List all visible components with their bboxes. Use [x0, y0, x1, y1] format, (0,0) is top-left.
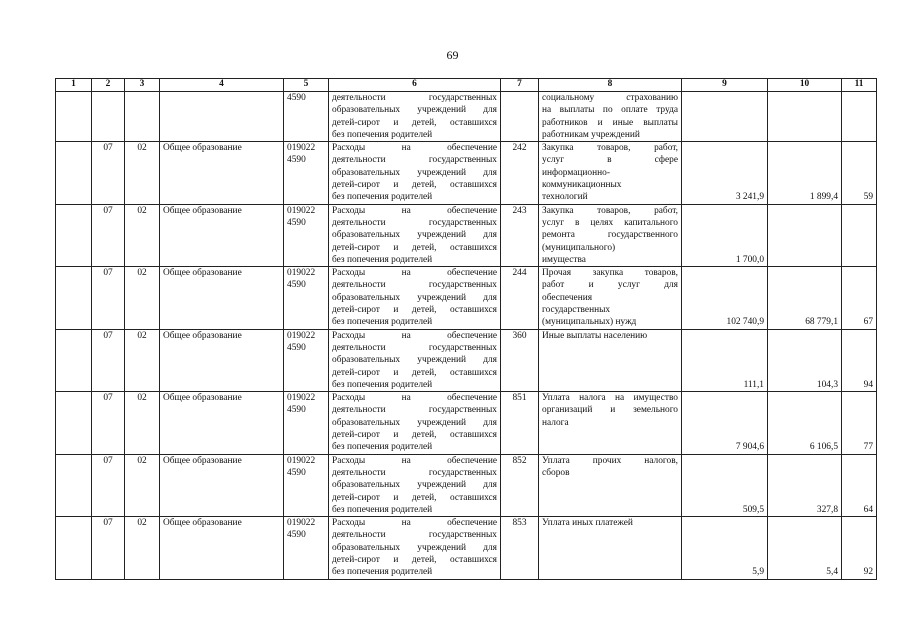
cell-target-code: 4590 — [284, 92, 329, 142]
cell-empty — [56, 92, 92, 142]
cell-kvr: 853 — [501, 517, 539, 579]
continuation-row — [56, 92, 877, 142]
column-header: 5 — [284, 79, 329, 92]
cell-subsection: 02 — [125, 517, 160, 579]
table-row — [56, 454, 877, 516]
column-header: 7 — [501, 79, 539, 92]
cell-target-code: 019022 4590 — [284, 267, 329, 329]
cell-expense-type: Уплата прочих налогов, сборов — [539, 454, 682, 516]
cell-kvr: 244 — [501, 267, 539, 329]
cell-plan: 509,5 — [682, 454, 768, 516]
cell-empty — [682, 92, 768, 142]
cell-subsection: 02 — [125, 204, 160, 266]
cell-empty — [842, 92, 877, 142]
cell-empty — [125, 92, 160, 142]
cell-target-code: 019022 4590 — [284, 329, 329, 391]
cell-empty — [56, 329, 92, 391]
cell-fact: 1 899,4 — [768, 142, 842, 204]
cell-fact — [768, 204, 842, 266]
column-header: 9 — [682, 79, 768, 92]
cell-section: 07 — [92, 329, 125, 391]
table-row — [56, 267, 877, 329]
column-header: 10 — [768, 79, 842, 92]
cell-percent: 64 — [842, 454, 877, 516]
column-number-header — [56, 79, 877, 92]
cell-target-code: 019022 4590 — [284, 392, 329, 454]
page-number: 69 — [446, 48, 459, 62]
cell-section: 07 — [92, 392, 125, 454]
cell-name: Общее образование — [160, 142, 284, 204]
cell-percent: 77 — [842, 392, 877, 454]
cell-kvr: 242 — [501, 142, 539, 204]
cell-empty — [56, 454, 92, 516]
cell-kvr: 851 — [501, 392, 539, 454]
cell-section: 07 — [92, 204, 125, 266]
cell-empty — [56, 267, 92, 329]
cell-kvr: 852 — [501, 454, 539, 516]
cell-kvr: 360 — [501, 329, 539, 391]
cell-fact: 68 779,1 — [768, 267, 842, 329]
cell-name: Общее образование — [160, 329, 284, 391]
cell-percent: 94 — [842, 329, 877, 391]
cell-percent — [842, 204, 877, 266]
budget-table — [55, 78, 877, 580]
cell-target-code: 019022 4590 — [284, 517, 329, 579]
table-row — [56, 142, 877, 204]
cell-purpose: Расходы на обеспечение деятельности государственных образовательных учреждений для детей-сирот и детей, оставшихся без попечения родителей — [329, 142, 501, 204]
table-row — [56, 392, 877, 454]
cell-plan: 1 700,0 — [682, 204, 768, 266]
cell-target-code: 019022 4590 — [284, 454, 329, 516]
cell-target-code: 019022 4590 — [284, 204, 329, 266]
cell-section: 07 — [92, 454, 125, 516]
cell-expense-type: социальному страхованию на выплаты по оплате труда работников и иные выплаты работникам учреждений — [539, 92, 682, 142]
cell-name: Общее образование — [160, 267, 284, 329]
cell-expense-type: Уплата налога на имущество организаций и земельного налога — [539, 392, 682, 454]
cell-expense-type: Закупка товаров, работ, услуг в целях капитального ремонта государственного (муниципального) имущества — [539, 204, 682, 266]
cell-section: 07 — [92, 267, 125, 329]
cell-name: Общее образование — [160, 517, 284, 579]
cell-fact: 104,3 — [768, 329, 842, 391]
table-row — [56, 329, 877, 391]
cell-expense-type: Прочая закупка товаров, работ и услуг для обеспечения государственных (муниципальных) нужд — [539, 267, 682, 329]
cell-subsection: 02 — [125, 142, 160, 204]
column-header: 6 — [329, 79, 501, 92]
cell-expense-type: Закупка товаров, работ, услуг в сфере информационно- коммуникационных технологий — [539, 142, 682, 204]
cell-kvr: 243 — [501, 204, 539, 266]
cell-purpose: Расходы на обеспечение деятельности государственных образовательных учреждений для детей-сирот и детей, оставшихся без попечения родителей — [329, 392, 501, 454]
cell-purpose: Расходы на обеспечение деятельности государственных образовательных учреждений для детей-сирот и детей, оставшихся без попечения родителей — [329, 329, 501, 391]
cell-empty — [56, 392, 92, 454]
cell-plan: 102 740,9 — [682, 267, 768, 329]
cell-fact: 6 106,5 — [768, 392, 842, 454]
cell-subsection: 02 — [125, 267, 160, 329]
cell-purpose: деятельности государственных образовательных учреждений для детей-сирот и детей, оставшихся без попечения родителей — [329, 92, 501, 142]
cell-purpose: Расходы на обеспечение деятельности государственных образовательных учреждений для детей-сирот и детей, оставшихся без попечения родителей — [329, 454, 501, 516]
column-header: 8 — [539, 79, 682, 92]
cell-empty — [56, 517, 92, 579]
cell-expense-type: Иные выплаты населению — [539, 329, 682, 391]
cell-section: 07 — [92, 142, 125, 204]
cell-empty — [92, 92, 125, 142]
column-header: 3 — [125, 79, 160, 92]
cell-subsection: 02 — [125, 392, 160, 454]
column-header: 2 — [92, 79, 125, 92]
cell-percent: 92 — [842, 517, 877, 579]
cell-subsection: 02 — [125, 454, 160, 516]
cell-fact: 5,4 — [768, 517, 842, 579]
cell-purpose: Расходы на обеспечение деятельности государственных образовательных учреждений для детей-сирот и детей, оставшихся без попечения родителей — [329, 204, 501, 266]
cell-percent: 59 — [842, 142, 877, 204]
cell-percent: 67 — [842, 267, 877, 329]
cell-plan: 7 904,6 — [682, 392, 768, 454]
cell-subsection: 02 — [125, 329, 160, 391]
cell-target-code: 019022 4590 — [284, 142, 329, 204]
cell-purpose: Расходы на обеспечение деятельности государственных образовательных учреждений для детей-сирот и детей, оставшихся без попечения родителей — [329, 267, 501, 329]
table-row — [56, 517, 877, 579]
column-header: 1 — [56, 79, 92, 92]
cell-empty — [501, 92, 539, 142]
cell-name: Общее образование — [160, 204, 284, 266]
table-row — [56, 204, 877, 266]
cell-name: Общее образование — [160, 454, 284, 516]
column-header: 11 — [842, 79, 877, 92]
cell-expense-type: Уплата иных платежей — [539, 517, 682, 579]
cell-fact: 327,8 — [768, 454, 842, 516]
cell-empty — [56, 142, 92, 204]
cell-name: Общее образование — [160, 392, 284, 454]
cell-plan: 111,1 — [682, 329, 768, 391]
cell-empty — [160, 92, 284, 142]
cell-plan: 5,9 — [682, 517, 768, 579]
cell-section: 07 — [92, 517, 125, 579]
cell-plan: 3 241,9 — [682, 142, 768, 204]
cell-empty — [768, 92, 842, 142]
column-header: 4 — [160, 79, 284, 92]
cell-empty — [56, 204, 92, 266]
cell-purpose: Расходы на обеспечение деятельности государственных образовательных учреждений для детей-сирот и детей, оставшихся без попечения родителей — [329, 517, 501, 579]
